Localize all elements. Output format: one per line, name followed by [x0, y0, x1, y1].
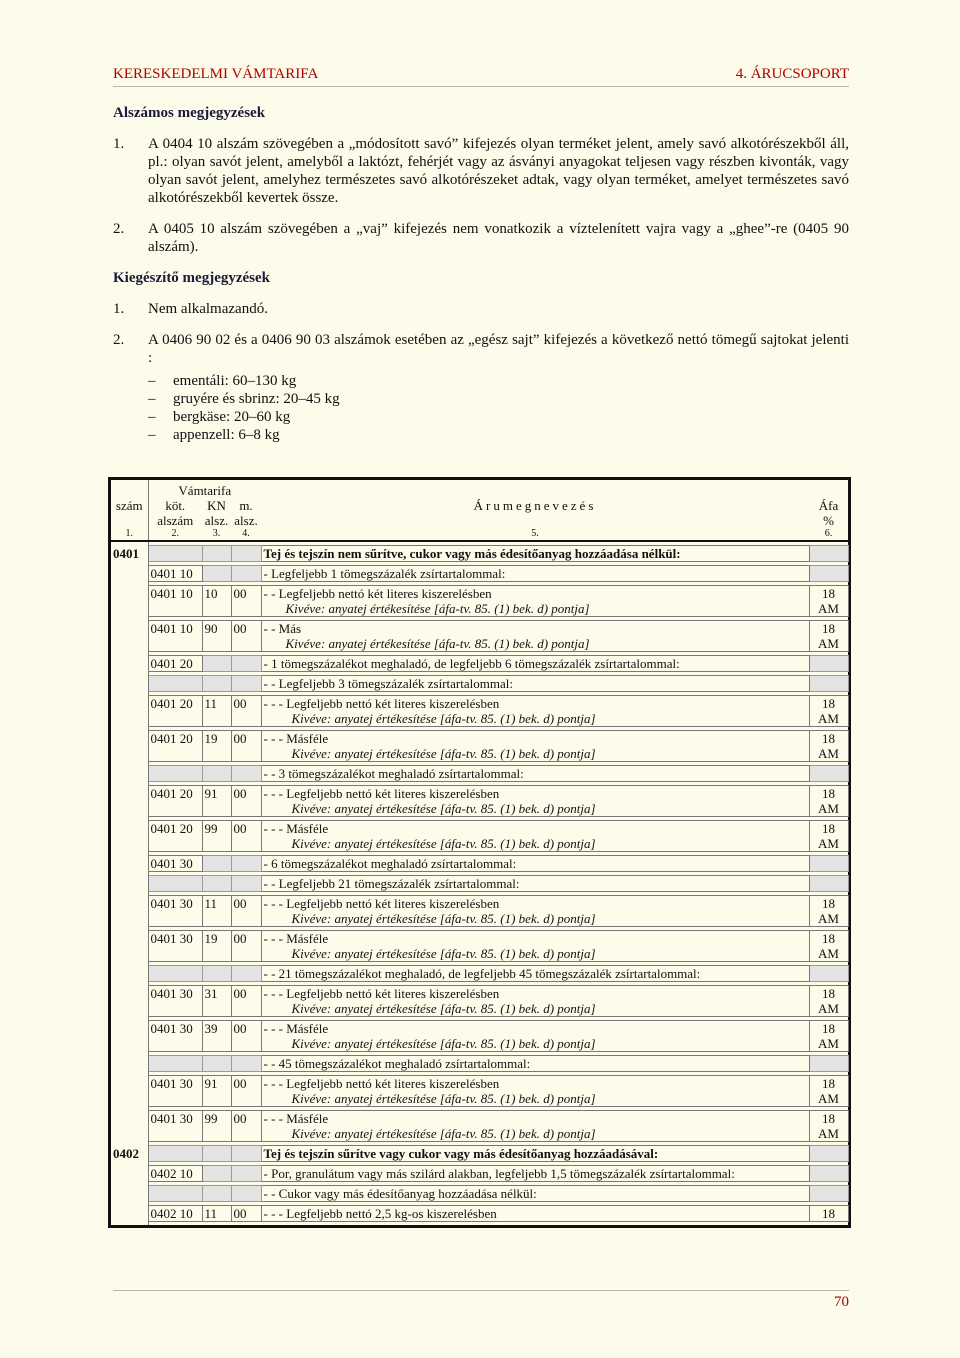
- row-afa: [809, 986, 848, 1017]
- row-kot: 0401 20: [148, 656, 202, 672]
- row-afa: [809, 1186, 848, 1202]
- row-desc: [261, 676, 809, 692]
- row-desc-text: Tej és tejszín sűrítve vagy cukor vagy más édesítőanyag hozzáadásával:: [263, 1146, 659, 1161]
- supp-item: [113, 300, 849, 318]
- row-note: Kivéve: anyatej értékesítése [áfa-tv. 85. (1) bek. d) pontja]: [285, 636, 590, 651]
- row-m: 00: [231, 931, 261, 962]
- row-afa-note: AM: [818, 1036, 839, 1051]
- row-kn: 91: [202, 786, 231, 817]
- row-afa-note: AM: [818, 801, 839, 816]
- row-desc-text: - - Legfeljebb 21 tömegszázalék zsírtartalommal:: [263, 876, 520, 891]
- table-row: [111, 546, 848, 562]
- header-m: m.: [239, 498, 253, 513]
- row-m: 00: [231, 696, 261, 727]
- row-desc-text: - - - Legfeljebb nettó két literes kiszerelésben: [263, 786, 500, 801]
- row-afa-value: 18: [822, 621, 836, 636]
- row-afa-value: 18: [822, 931, 836, 946]
- row-kn: 91: [202, 1076, 231, 1107]
- row-afa-note: AM: [818, 946, 839, 961]
- row-kot: 0401 10: [148, 586, 202, 617]
- note-item: [113, 220, 849, 256]
- table-row: [111, 966, 848, 982]
- row-desc-text: - - - Legfeljebb nettó 2,5 kg-os kiszerelésben: [263, 1206, 497, 1221]
- row-afa-value: 18: [822, 731, 836, 746]
- table-row: [111, 1021, 848, 1052]
- row-desc-text: - - - Legfeljebb nettó két literes kiszerelésben: [263, 986, 500, 1001]
- header-afa: Áfa: [818, 498, 839, 513]
- row-desc-text: - - 21 tömegszázalékot meghaladó, de legfeljebb 45 tömegszázalék zsírtartalommal:: [263, 966, 701, 981]
- row-desc-text: - - - Másféle: [263, 731, 329, 746]
- row-kn: 11: [202, 1206, 231, 1222]
- row-desc-text: - - - Legfeljebb nettó két literes kiszerelésben: [263, 696, 500, 711]
- row-szam: [111, 786, 148, 817]
- row-szam: [111, 986, 148, 1017]
- row-desc: [261, 546, 809, 562]
- row-afa-note: AM: [818, 836, 839, 851]
- table-header-row: [111, 513, 848, 528]
- row-note: Kivéve: anyatej értékesítése [áfa-tv. 85. (1) bek. d) pontja]: [291, 1091, 596, 1106]
- cheese-item: – appenzell: 6–8 kg: [148, 427, 280, 443]
- row-kn: [202, 546, 231, 562]
- note-text: A 0405 10 alszám szövegében a „vaj” kifejezés nem vonatkozik a víztelenített vajra vagy a „ghee”-re (0405 90 alszám).: [148, 221, 849, 255]
- row-kn: 99: [202, 1111, 231, 1142]
- supp-number: 1.: [113, 301, 125, 317]
- row-szam: [111, 1186, 148, 1202]
- header-vamtarifa: Vámtarifa: [178, 483, 232, 498]
- row-desc: [261, 876, 809, 892]
- table-row: [111, 656, 848, 672]
- header-afa2: %: [823, 513, 834, 528]
- row-desc: [261, 1166, 809, 1182]
- row-note: Kivéve: anyatej értékesítése [áfa-tv. 85. (1) bek. d) pontja]: [291, 1036, 596, 1051]
- row-kot: 0401 20: [148, 731, 202, 762]
- row-afa-note: AM: [818, 1091, 839, 1106]
- row-m: [231, 1056, 261, 1072]
- table-row: [111, 931, 848, 962]
- row-desc: [261, 621, 809, 652]
- row-desc-text: - Por, granulátum vagy más szilárd alakban, legfeljebb 1,5 tömegszázalék zsírtartalommal:: [263, 1166, 735, 1181]
- supp-text: A 0406 90 02 és a 0406 90 03 alszámok esetében az „egész sajt” kifejezés a következő nettó tömegű sajtokat jelenti :: [148, 332, 849, 366]
- row-kn: [202, 856, 231, 872]
- table-row: [111, 1056, 848, 1072]
- row-afa-note: AM: [818, 1126, 839, 1141]
- table-header-row: [111, 480, 848, 498]
- row-afa: [809, 546, 848, 562]
- row-kn: 11: [202, 696, 231, 727]
- note-text: A 0404 10 alszám szövegében a „módosított savó” kifejezés olyan terméket jelent, amely savó alkotórészekből áll, pl.: olyan savót jelent, amelyből a laktózt, fehérjét vagy az ásványi anyagokat teljesen vagy részben kivonták, vagy olyan savót jelent, amelyhez természetes savó alkotórészeket adtak, vagy olyan terméket, amelyet természetes savó alkotórészekből kevertek össze.: [148, 136, 849, 206]
- row-desc-text: - - Más: [263, 621, 302, 636]
- row-kot: [148, 966, 202, 982]
- table-row: [111, 621, 848, 652]
- row-kot: 0402 10: [148, 1166, 202, 1182]
- row-szam: [111, 696, 148, 727]
- row-m: 00: [231, 621, 261, 652]
- row-desc-text: - - - Legfeljebb nettó két literes kiszerelésben: [263, 1076, 500, 1091]
- table-row: [111, 731, 848, 762]
- row-afa: [809, 731, 848, 762]
- row-desc-text: - - 3 tömegszázalékot meghaladó zsírtartalommal:: [263, 766, 524, 781]
- cheese-item: – ementáli: 60–130 kg: [148, 373, 297, 389]
- row-szam: [111, 1056, 148, 1072]
- row-kot: 0401 30: [148, 1021, 202, 1052]
- row-desc-text: - - 45 tömegszázalékot meghaladó zsírtartalommal:: [263, 1056, 531, 1071]
- row-afa: [809, 1166, 848, 1182]
- row-kn: 19: [202, 731, 231, 762]
- row-szam: [111, 896, 148, 927]
- row-kn: [202, 1186, 231, 1202]
- row-desc: [261, 1076, 809, 1107]
- notes-heading: Alszámos megjegyzések: [113, 105, 266, 121]
- row-kot: 0401 20: [148, 696, 202, 727]
- row-kot: [148, 546, 202, 562]
- row-desc: [261, 1146, 809, 1162]
- table-row: [111, 1186, 848, 1202]
- header-kn2: alsz.: [204, 513, 229, 528]
- table-row: [111, 896, 848, 927]
- row-kot: 0401 10: [148, 621, 202, 652]
- row-afa-value: 18: [822, 1206, 836, 1221]
- row-m: [231, 876, 261, 892]
- row-afa: [809, 586, 848, 617]
- table-row: [111, 1166, 848, 1182]
- row-m: 00: [231, 786, 261, 817]
- row-afa: [809, 966, 848, 982]
- row-szam: [111, 1111, 148, 1142]
- row-kn: [202, 676, 231, 692]
- row-desc: [261, 1056, 809, 1072]
- row-afa-value: 18: [822, 586, 836, 601]
- row-kn: 10: [202, 586, 231, 617]
- row-m: 00: [231, 1076, 261, 1107]
- table-row: [111, 986, 848, 1017]
- row-afa-note: AM: [818, 636, 839, 651]
- header-m2: alsz.: [234, 513, 258, 528]
- row-afa: [809, 766, 848, 782]
- row-desc-text: - - - Legfeljebb nettó két literes kiszerelésben: [263, 896, 500, 911]
- row-m: [231, 966, 261, 982]
- row-m: 00: [231, 731, 261, 762]
- row-kot: 0401 30: [148, 931, 202, 962]
- header-kn: KN: [207, 498, 226, 513]
- row-desc: [261, 966, 809, 982]
- row-m: [231, 766, 261, 782]
- row-desc: [261, 1206, 809, 1222]
- table-row: [111, 876, 848, 892]
- row-kn: 99: [202, 821, 231, 852]
- supp-number: 2.: [113, 332, 125, 348]
- row-afa: [809, 896, 848, 927]
- row-afa-value: 18: [822, 1111, 836, 1126]
- row-desc-text: - 1 tömegszázalékot meghaladó, de legfeljebb 6 tömegszázalék zsírtartalommal:: [263, 656, 680, 671]
- table-row: [111, 856, 848, 872]
- row-note: Kivéve: anyatej értékesítése [áfa-tv. 85. (1) bek. d) pontja]: [291, 836, 596, 851]
- row-m: 00: [231, 896, 261, 927]
- row-afa: [809, 931, 848, 962]
- row-szam: [111, 1206, 148, 1222]
- table-header-row: [111, 498, 848, 513]
- row-kot: 0401 20: [148, 821, 202, 852]
- row-afa: [809, 1076, 848, 1107]
- header-desc: Árumegnevezés: [473, 498, 597, 513]
- table-row: [111, 1146, 848, 1162]
- table-row: [111, 696, 848, 727]
- row-desc: [261, 986, 809, 1017]
- supp-item: [113, 331, 849, 367]
- row-kn: [202, 566, 231, 582]
- table-row: [111, 766, 848, 782]
- row-kn: [202, 966, 231, 982]
- row-m: [231, 566, 261, 582]
- row-kot: 0401 30: [148, 1076, 202, 1107]
- row-desc: [261, 821, 809, 852]
- row-kot: [148, 876, 202, 892]
- row-kn: 31: [202, 986, 231, 1017]
- row-kot: [148, 1056, 202, 1072]
- row-desc-text: - - Legfeljebb nettó két literes kiszerelésben: [263, 586, 492, 601]
- row-kn: [202, 766, 231, 782]
- table-row: [111, 676, 848, 692]
- header-kot2: alszám: [157, 513, 194, 528]
- row-afa: [809, 821, 848, 852]
- row-desc: [261, 896, 809, 927]
- row-note: Kivéve: anyatej értékesítése [áfa-tv. 85. (1) bek. d) pontja]: [291, 801, 596, 816]
- row-kot: 0402 10: [148, 1206, 202, 1222]
- note-item: [113, 135, 849, 207]
- row-kot: [148, 1146, 202, 1162]
- row-kot: [148, 766, 202, 782]
- row-note: Kivéve: anyatej értékesítése [áfa-tv. 85. (1) bek. d) pontja]: [291, 1126, 596, 1141]
- row-m: [231, 1186, 261, 1202]
- row-afa-value: 18: [822, 786, 836, 801]
- row-desc-text: - - Cukor vagy más édesítőanyag hozzáadása nélkül:: [263, 1186, 537, 1201]
- row-m: 00: [231, 1021, 261, 1052]
- row-afa: [809, 621, 848, 652]
- row-desc: [261, 786, 809, 817]
- row-desc: [261, 856, 809, 872]
- row-afa: [809, 786, 848, 817]
- row-kn: [202, 656, 231, 672]
- row-m: 00: [231, 1111, 261, 1142]
- cheese-list: [113, 372, 849, 444]
- row-kn: [202, 1146, 231, 1162]
- table-row: [111, 586, 848, 617]
- row-afa: [809, 696, 848, 727]
- row-desc-text: - - - Másféle: [263, 1021, 329, 1036]
- page-number: 70: [834, 1294, 849, 1310]
- row-m: 00: [231, 821, 261, 852]
- row-desc: [261, 566, 809, 582]
- row-afa: [809, 1021, 848, 1052]
- row-desc: [261, 696, 809, 727]
- row-desc-text: - - - Másféle: [263, 931, 329, 946]
- row-kot: 0401 30: [148, 1111, 202, 1142]
- row-kot: 0401 30: [148, 986, 202, 1017]
- row-szam: [111, 931, 148, 962]
- row-desc-text: Tej és tejszín nem sűrítve, cukor vagy más édesítőanyag hozzáadása nélkül:: [263, 546, 681, 561]
- row-desc: [261, 1021, 809, 1052]
- row-kot: 0401 10: [148, 566, 202, 582]
- row-m: 00: [231, 1206, 261, 1222]
- row-desc-text: - - - Másféle: [263, 821, 329, 836]
- row-szam: [111, 821, 148, 852]
- row-afa-note: AM: [818, 1001, 839, 1016]
- row-desc: [261, 656, 809, 672]
- supp-text: Nem alkalmazandó.: [148, 301, 268, 317]
- row-kn: 19: [202, 931, 231, 962]
- row-afa-value: 18: [822, 1076, 836, 1091]
- row-kn: 11: [202, 896, 231, 927]
- row-szam: [111, 676, 148, 692]
- row-note: Kivéve: anyatej értékesítése [áfa-tv. 85. (1) bek. d) pontja]: [285, 601, 590, 616]
- row-szam: [111, 1166, 148, 1182]
- row-m: [231, 1166, 261, 1182]
- row-szam: [111, 876, 148, 892]
- supp-heading: Kiegészítő megjegyzések: [113, 270, 271, 286]
- row-afa-note: AM: [818, 746, 839, 761]
- row-afa-note: AM: [818, 711, 839, 726]
- row-desc-text: - Legfeljebb 1 tömegszázalék zsírtartalommal:: [263, 566, 506, 581]
- row-szam: [111, 766, 148, 782]
- row-kot: 0401 20: [148, 786, 202, 817]
- row-szam: [111, 566, 148, 582]
- row-afa: [809, 1056, 848, 1072]
- row-kn: [202, 1056, 231, 1072]
- row-desc: [261, 766, 809, 782]
- row-szam: [111, 621, 148, 652]
- row-m: [231, 1146, 261, 1162]
- row-m: [231, 546, 261, 562]
- row-note: Kivéve: anyatej értékesítése [áfa-tv. 85. (1) bek. d) pontja]: [291, 1001, 596, 1016]
- row-afa-value: 18: [822, 986, 836, 1001]
- table-row: [111, 1076, 848, 1107]
- row-afa-value: 18: [822, 821, 836, 836]
- row-szam: [111, 1076, 148, 1107]
- row-m: 00: [231, 986, 261, 1017]
- cheese-item: – gruyére és sbrinz: 20–45 kg: [148, 391, 340, 407]
- table-row: [111, 786, 848, 817]
- table-row: [111, 566, 848, 582]
- row-desc: [261, 731, 809, 762]
- page-footer: [113, 1290, 849, 1311]
- row-desc: [261, 586, 809, 617]
- row-afa: [809, 856, 848, 872]
- row-szam: 0402: [111, 1146, 148, 1162]
- tariff-table: [108, 477, 851, 1228]
- row-desc-text: - - - Másféle: [263, 1111, 329, 1126]
- row-m: 00: [231, 586, 261, 617]
- row-kn: [202, 876, 231, 892]
- row-afa-value: 18: [822, 1021, 836, 1036]
- row-kn: 90: [202, 621, 231, 652]
- row-szam: [111, 731, 148, 762]
- header-szam: szám: [111, 498, 148, 513]
- header-kot: köt.: [165, 498, 186, 513]
- cheese-item: – bergkäse: 20–60 kg: [148, 409, 291, 425]
- row-afa-value: 18: [822, 696, 836, 711]
- row-kot: [148, 676, 202, 692]
- row-note: Kivéve: anyatej értékesítése [áfa-tv. 85. (1) bek. d) pontja]: [291, 746, 596, 761]
- row-desc-text: - 6 tömegszázalékot meghaladó zsírtartalommal:: [263, 856, 517, 871]
- row-szam: 0401: [111, 546, 148, 562]
- row-kot: [148, 1186, 202, 1202]
- row-szam: [111, 1021, 148, 1052]
- notes-section: [113, 104, 849, 444]
- header-title: KERESKEDELMI VÁMTARIFA: [113, 66, 319, 82]
- row-desc: [261, 931, 809, 962]
- table-row: [111, 821, 848, 852]
- page-header: [113, 66, 849, 87]
- row-note: Kivéve: anyatej értékesítése [áfa-tv. 85. (1) bek. d) pontja]: [291, 911, 596, 926]
- row-afa: [809, 1206, 848, 1222]
- row-afa: [809, 676, 848, 692]
- row-szam: [111, 656, 148, 672]
- row-kn: [202, 1166, 231, 1182]
- row-kn: 39: [202, 1021, 231, 1052]
- row-afa-note: AM: [818, 911, 839, 926]
- note-number: 2.: [113, 221, 125, 237]
- row-afa: [809, 1111, 848, 1142]
- row-note: Kivéve: anyatej értékesítése [áfa-tv. 85. (1) bek. d) pontja]: [291, 711, 596, 726]
- row-szam: [111, 966, 148, 982]
- row-afa-note: AM: [818, 601, 839, 616]
- row-szam: [111, 856, 148, 872]
- row-afa: [809, 566, 848, 582]
- row-afa: [809, 656, 848, 672]
- column-number-row: 1. 2. 3. 4. 5. 6.: [111, 528, 848, 541]
- row-m: [231, 676, 261, 692]
- row-kot: 0401 30: [148, 856, 202, 872]
- row-afa: [809, 876, 848, 892]
- row-desc: [261, 1186, 809, 1202]
- row-desc: [261, 1111, 809, 1142]
- row-note: Kivéve: anyatej értékesítése [áfa-tv. 85. (1) bek. d) pontja]: [291, 946, 596, 961]
- row-m: [231, 856, 261, 872]
- row-kot: 0401 30: [148, 896, 202, 927]
- table-row: [111, 1206, 848, 1222]
- row-szam: [111, 586, 148, 617]
- row-afa: [809, 1146, 848, 1162]
- row-desc-text: - - Legfeljebb 3 tömegszázalék zsírtartalommal:: [263, 676, 513, 691]
- note-number: 1.: [113, 136, 125, 152]
- table-row: [111, 1111, 848, 1142]
- row-afa-value: 18: [822, 896, 836, 911]
- row-m: [231, 656, 261, 672]
- header-section: 4. ÁRUCSOPORT: [735, 66, 849, 82]
